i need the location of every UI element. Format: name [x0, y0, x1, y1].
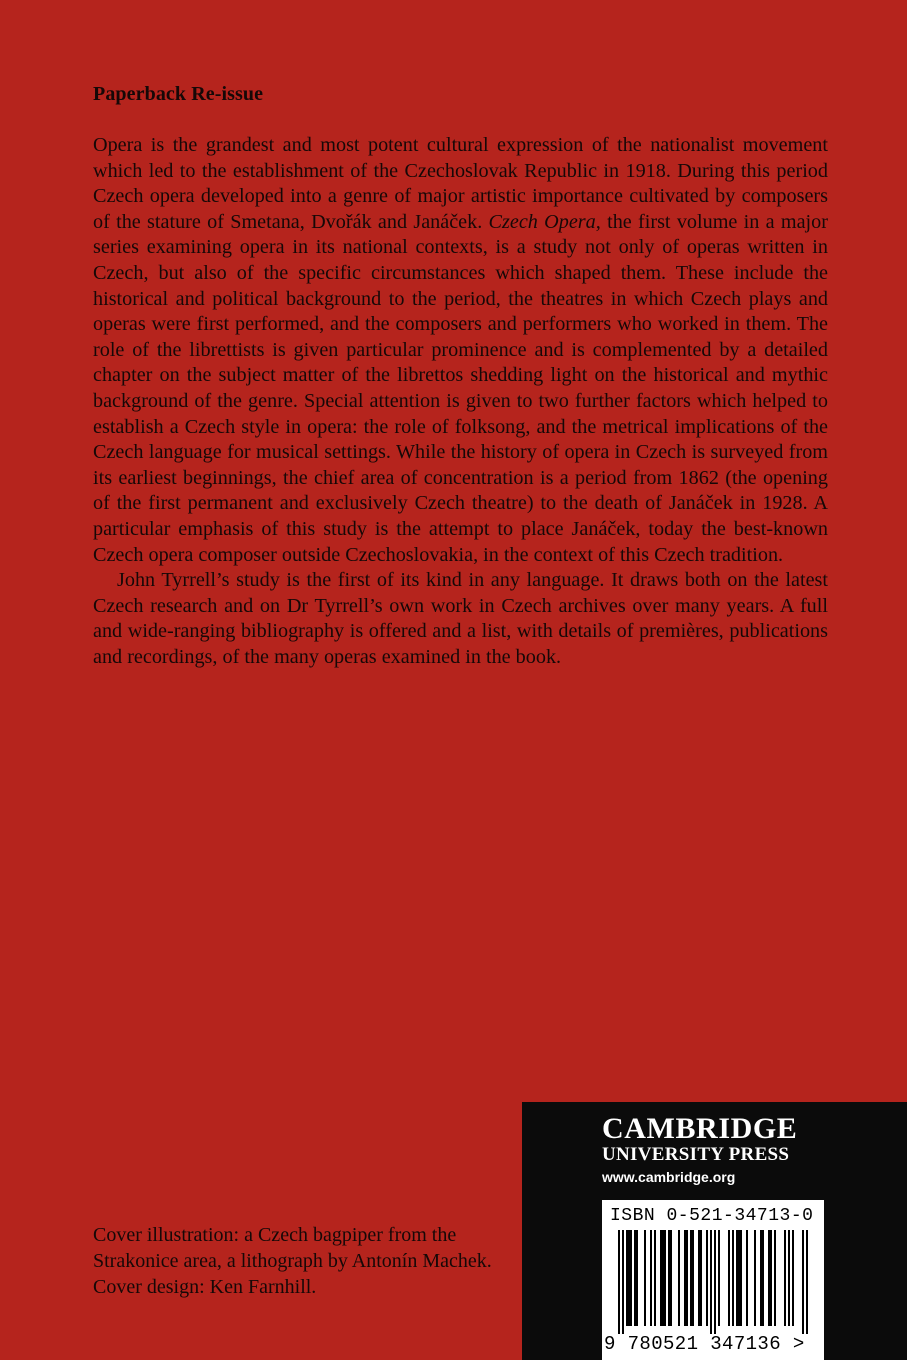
barcode-bar: [700, 1230, 702, 1326]
barcode-bar: [644, 1230, 646, 1326]
barcode-guard-bar: [802, 1230, 804, 1334]
barcode-bar: [762, 1230, 764, 1326]
barcode-bar: [774, 1230, 776, 1326]
blurb-text: [93, 133, 828, 670]
barcode-bar: [668, 1230, 670, 1326]
publisher-url: www.cambridge.org: [602, 1169, 736, 1185]
barcode-bar: [684, 1230, 686, 1326]
blurb-paragraph-2: John Tyrrell’s study is the first of its kind in any language. It draws both on the latest Czech research and on Dr Tyrrell’s own work in Czech archives over many years. A full and wide-ranging bibliography is offered and a list, with details of premières, publications and recordings, of the many operas examined in the book.: [93, 569, 828, 668]
barcode-bar: [670, 1230, 672, 1326]
barcode-bar: [760, 1230, 762, 1326]
publisher-block: [522, 1102, 907, 1360]
barcode-bar: [784, 1230, 786, 1326]
blurb-paragraph-1: [93, 133, 828, 568]
barcode-bar: [626, 1230, 628, 1326]
publisher-subtitle: UNIVERSITY PRESS: [602, 1144, 790, 1165]
publisher-logo-name: CAMBRIDGE: [602, 1112, 798, 1145]
barcode-bar: [654, 1230, 656, 1326]
barcode-guard-bar: [710, 1230, 712, 1334]
barcode-bar: [636, 1230, 638, 1326]
barcode-bar: [728, 1230, 730, 1326]
blurb-p1-part-a: Opera is the grandest and most potent cultural expression of the nationalist movement which led to the establishment of the Czechoslovak Republic in 1918. During this period Czech opera developed into a genre of major artistic importance cultivated by composers of the stature of Smetana, Dvořák and Janáček.: [93, 134, 828, 233]
cover-credits: Cover illustration: a Czech bagpiper from the Strakonice area, a lithograph by Antonín Machek. Cover design: Ken Farnhill.: [93, 1224, 492, 1298]
barcode-bar: [698, 1230, 700, 1326]
barcode-guard-bar: [806, 1230, 808, 1334]
ean-digits: 9 780521 347136 >: [604, 1333, 805, 1355]
barcode-bar: [718, 1230, 720, 1326]
barcode-guard-bar: [618, 1230, 620, 1334]
barcode-bar: [664, 1230, 666, 1326]
barcode-bar: [692, 1230, 694, 1326]
barcode-bar: [740, 1230, 742, 1326]
barcode-bar: [650, 1230, 652, 1326]
barcode-bar: [660, 1230, 662, 1326]
barcode-bar: [738, 1230, 740, 1326]
barcode-image: [602, 1230, 824, 1338]
blurb-p1-part-b: the first volume in a major series examining opera in its national contexts, is a study not only of operas written in Czech, but also of the specific circumstances which shaped them. These include the historical and political background to the period, the theatres in which Czech plays and operas were first performed, and the composers and performers who worked in them. The role of the librettists is given particular prominence and is complemented by a detailed chapter on the subject matter of the librettos shedding light on the historical and mythic background of the genre. Special attention is given to two further factors which helped to establish a Czech style in opera: the role of folksong, and the metrical implications of the Czech language for musical settings. While the history of opera in Czech is surveyed from its earliest beginnings, the chief area of concentration is a period from 1862 (the opening of the first permanent and exclusively Czech theatre) to the death of Janáček in 1928. A particular emphasis of this study is the attempt to place Janáček, today the best-known Czech opera composer outside Czechoslovakia, in the context of this Czech tradition.: [93, 210, 828, 566]
barcode-bar: [630, 1230, 632, 1326]
barcode-bar: [628, 1230, 630, 1326]
barcode-bar: [686, 1230, 688, 1326]
barcode-bar: [732, 1230, 734, 1326]
isbn-number: ISBN 0-521-34713-0: [610, 1206, 814, 1226]
barcode-bar: [736, 1230, 738, 1326]
barcode-bar: [706, 1230, 708, 1326]
barcode-bar: [792, 1230, 794, 1326]
barcode-bar: [754, 1230, 756, 1326]
barcode-guard-bar: [622, 1230, 624, 1334]
barcode-bar: [788, 1230, 790, 1326]
section-heading: Paperback Re-issue: [93, 83, 264, 105]
book-title-italic: Czech Opera,: [488, 210, 601, 233]
barcode-bar: [746, 1230, 748, 1326]
barcode-panel: [602, 1200, 824, 1360]
barcode-bar: [690, 1230, 692, 1326]
barcode-guard-bar: [714, 1230, 716, 1334]
barcode-bar: [634, 1230, 636, 1326]
barcode-bar: [770, 1230, 772, 1326]
barcode-bar: [678, 1230, 680, 1326]
barcode-bar: [768, 1230, 770, 1326]
barcode-bar: [662, 1230, 664, 1326]
